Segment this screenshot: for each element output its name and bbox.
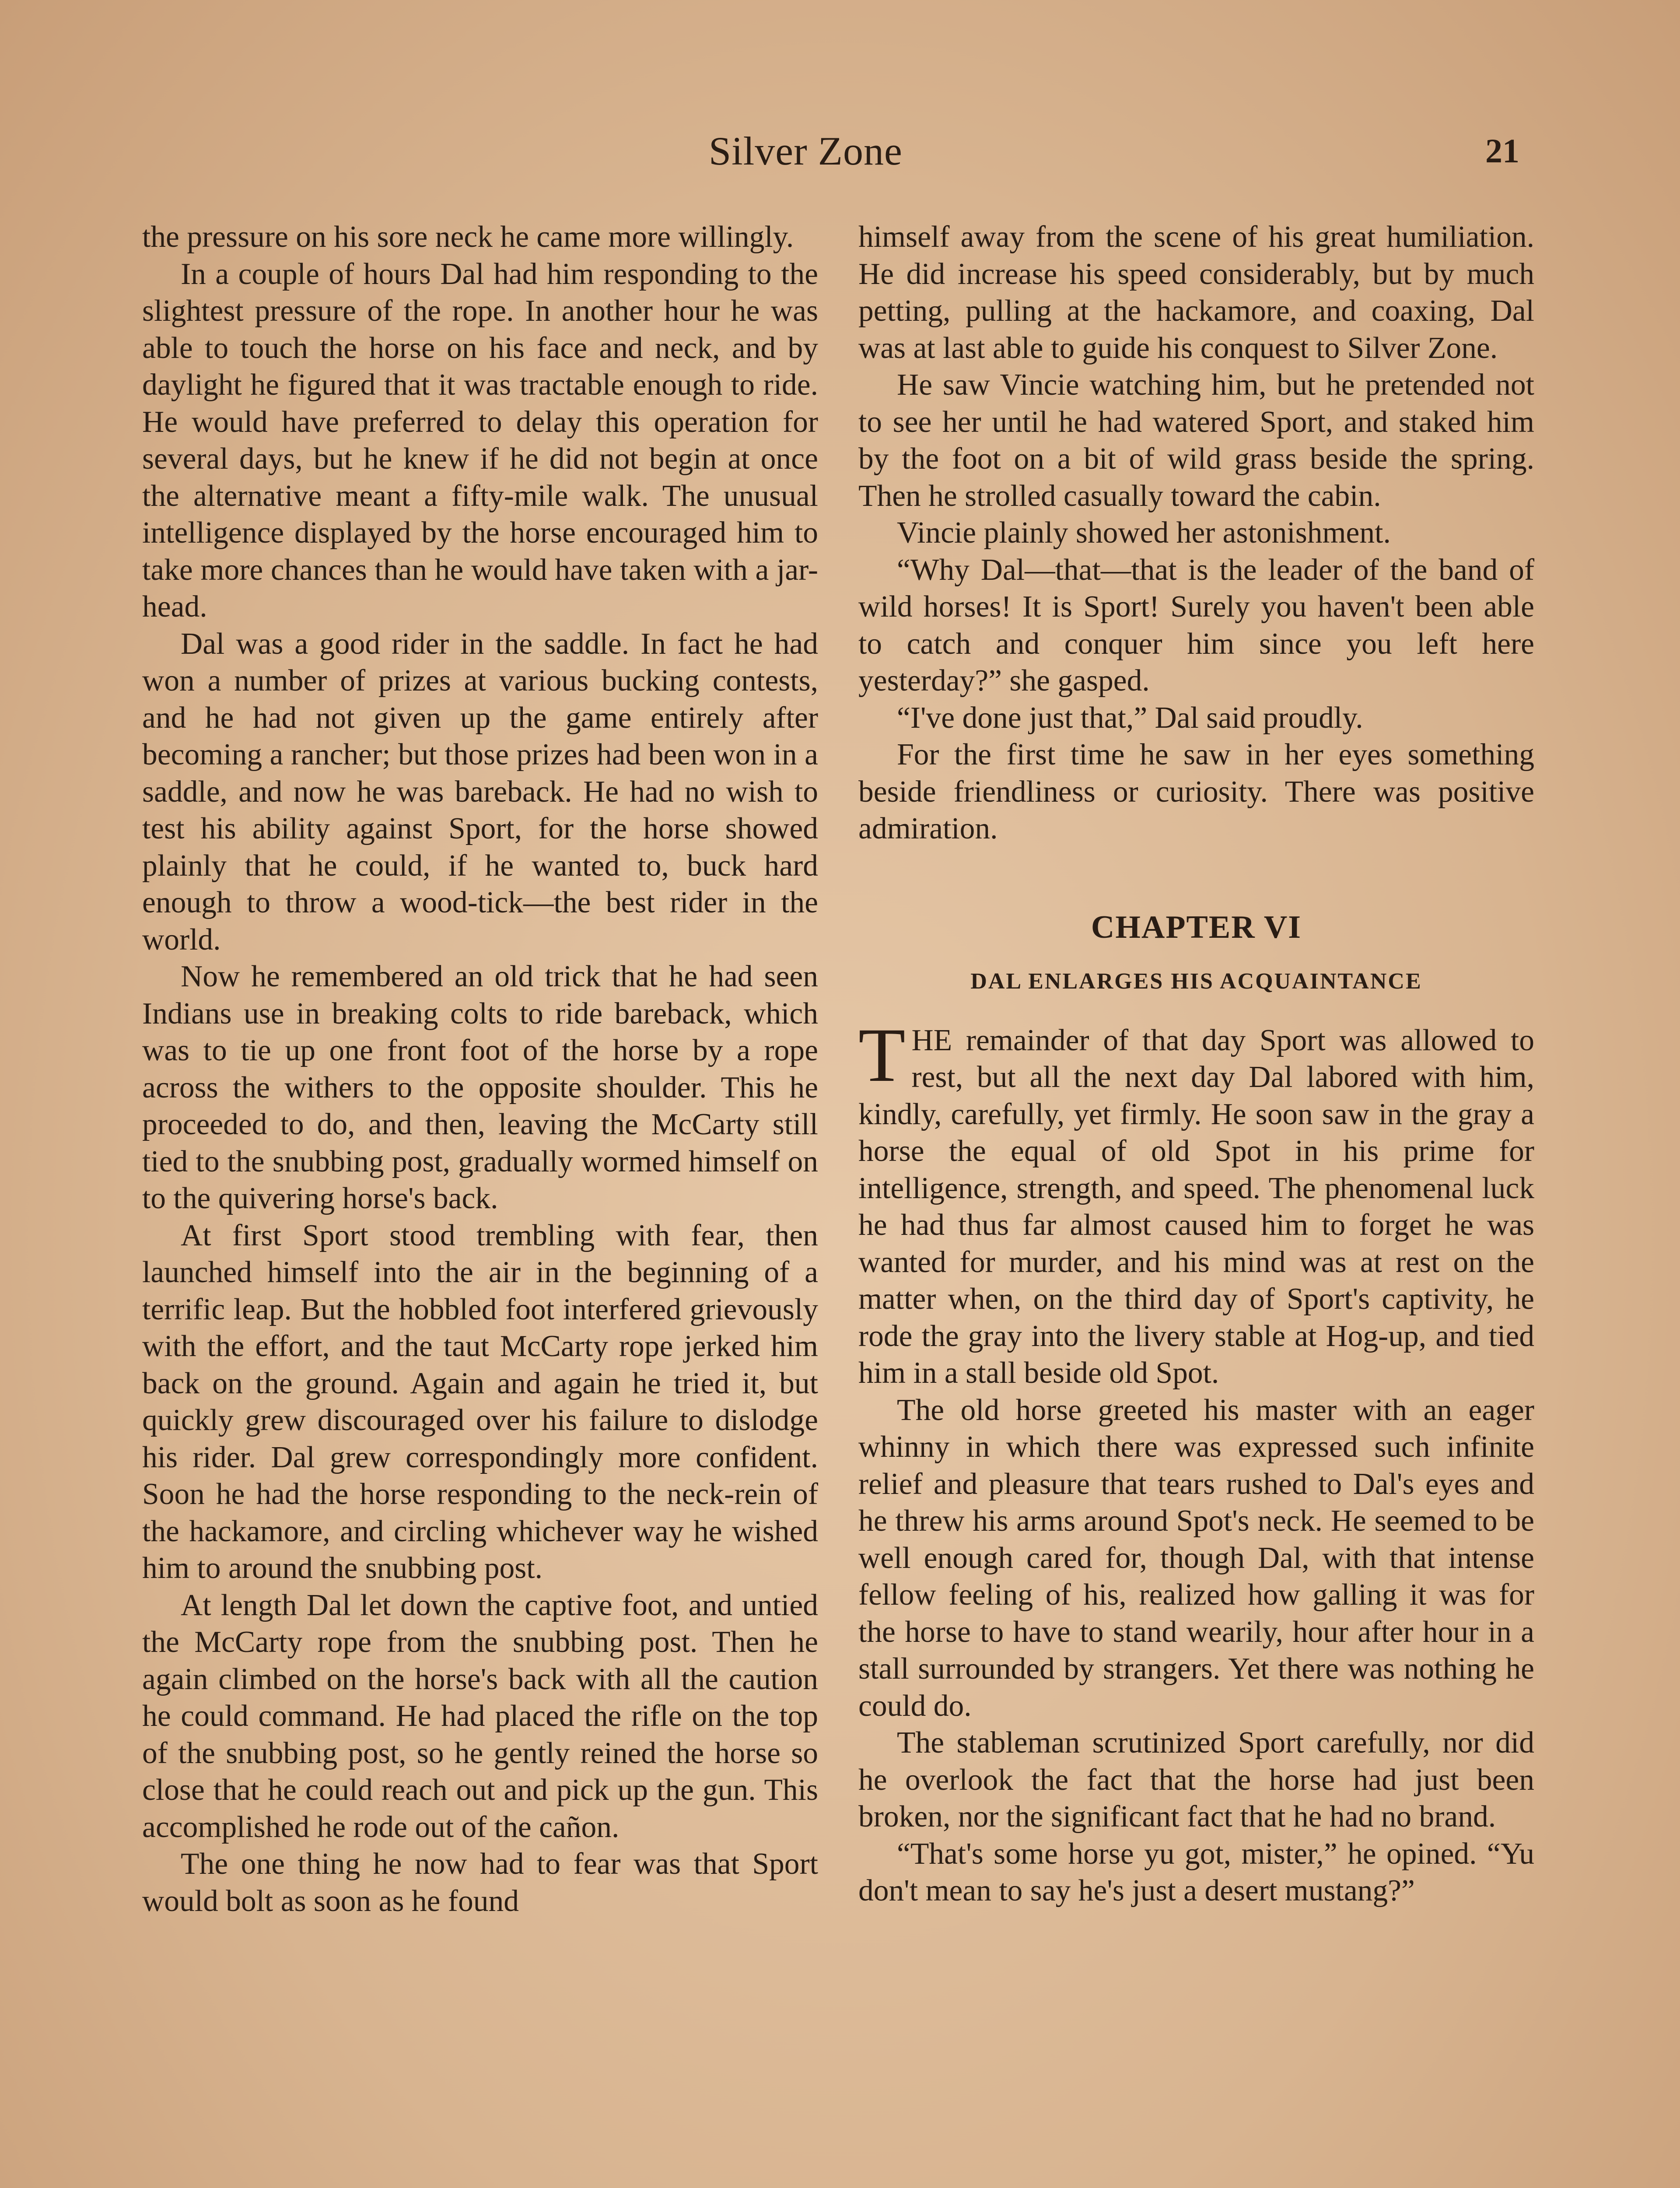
- chapter-heading: CHAPTER VI: [1091, 909, 1302, 945]
- paragraph: In a couple of hours Dal had him responding to the slightest pressure of the rope. In another hour he was able to touch the horse on his face and neck, and by daylight he figured that it was tractable enough to ride. He would have preferred to delay this operation for several days, but he knew if he did not begin at once the alternative meant a fifty-mile walk. The unusual intelligence displayed by the horse encouraged him to take more chances than he would have taken with a jar-head.: [142, 257, 818, 624]
- paragraph: “I've done just that,” Dal said proudly.: [897, 701, 1363, 735]
- paragraph: the pressure on his sore neck he came more willingly.: [142, 220, 794, 254]
- paragraph: For the first time he saw in her eyes something beside friendliness or curiosity. There was positive admiration.: [858, 738, 1534, 845]
- drop-cap: T: [858, 1012, 906, 1098]
- running-header-title: Silver Zone: [709, 129, 903, 173]
- paragraph: The stableman scrutinized Sport carefully, nor did he overlook the fact that the horse had just been broken, nor the significant fact that he had no brand.: [858, 1726, 1534, 1834]
- paragraph: The old horse greeted his master with an eager whinny in which there was expressed such infinite relief and pleasure that tears rushed to Dal's eyes and he threw his arms around Spot's neck. He seemed to be well enough cared for, though Dal, with that intense fellow feeling of his, realized how galling it was for the horse to have to stand wearily, hour after hour in a stall surrounded by strangers. Yet there was nothing he could do.: [858, 1393, 1534, 1723]
- paragraph: Dal was a good rider in the saddle. In fact he had won a number of prizes at various bucking contests, and he had not given up the game entirely after becoming a rancher; but those prizes had been won in a saddle, and now he was bareback. He had no wish to test his ability against Sport, for the horse showed plainly that he could, if he wanted to, buck hard enough to throw a wood-tick—the best rider in the world.: [142, 627, 818, 957]
- paragraph: At first Sport stood trembling with fear, then launched himself into the air in the beginning of a terrific leap. But the hobbled foot interfered grievously with the effort, and the taut McCarty rope jerked him back on the ground. Again and again he tried it, but quickly grew discouraged over his failure to dislodge his rider. Dal grew correspondingly more confident. Soon he had the horse responding to the neck-rein of the hackamore, and circling whichever way he wished him to around the snubbing post.: [142, 1218, 818, 1585]
- right-column: [858, 219, 1534, 1910]
- paragraph: Now he remembered an old trick that he had seen Indians use in breaking colts to ride bareback, which was to tie up one front foot of the horse by a rope across the withers to the opposite shoulder. This he proceeded to do, and then, leaving the McCarty still tied to the snubbing post, gradually wormed himself on to the quivering horse's back.: [142, 960, 818, 1215]
- paragraph: Vincie plainly showed her astonishment.: [897, 516, 1391, 550]
- paragraph: He saw Vincie watching him, but he pretended not to see her until he had watered Sport, and staked him by the foot on a bit of wild grass beside the spring. Then he strolled casually toward the cabin.: [858, 368, 1534, 513]
- paragraph: “That's some horse yu got, mister,” he opined. “Yu don't mean to say he's just a desert mustang?”: [858, 1837, 1534, 1907]
- paragraph: “Why Dal—that—that is the leader of the band of wild horses! It is Sport! Surely you haven't been able to catch and conquer him since you left here yesterday?” she gasped.: [858, 553, 1534, 698]
- paragraph: The one thing he now had to fear was that Sport would bolt as soon as he found: [142, 1847, 818, 1918]
- paragraph: himself away from the scene of his great humiliation. He did increase his speed considerably, but by much petting, pulling at the hackamore, and coaxing, Dal was at last able to guide his conquest to Silver Zone.: [858, 220, 1534, 365]
- page-number: 21: [1485, 132, 1519, 170]
- chapter-first-paragraph: [858, 1012, 1534, 1392]
- paragraph-text: HE remainder of that day Sport was allowed to rest, but all the next day Dal labored with him, kindly, carefully, yet firmly. He soon saw in the gray a horse the equal of old Spot in his prime for intelligence, strength, and speed. The phenomenal luck he had thus far almost caused him to forget he was wanted for murder, and his mind was at rest on the matter when, on the third day of Sport's captivity, he rode the gray into the livery stable at Hog-up, and tied him in a stall beside old Spot.: [858, 1023, 1534, 1390]
- chapter-subtitle: DAL ENLARGES HIS ACQUAINTANCE: [970, 969, 1422, 994]
- left-column: [142, 219, 818, 1920]
- paragraph: At length Dal let down the captive foot, and untied the McCarty rope from the snubbing post. Then he again climbed on the horse's back with all the caution he could command. He had placed the rifle on the top of the snubbing post, so he gently reined the horse so close that he could reach out and pick up the gun. This accomplished he rode out of the cañon.: [142, 1588, 818, 1844]
